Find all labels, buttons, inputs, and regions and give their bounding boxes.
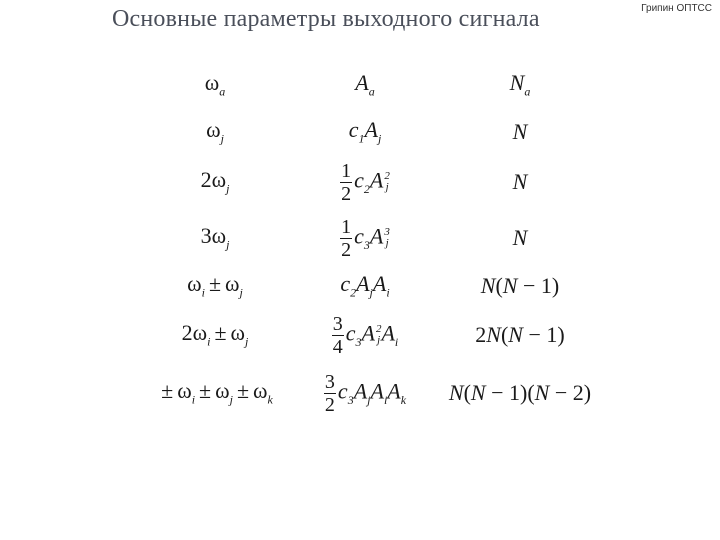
frequency-cell: $3\omega_j$: [200, 223, 230, 252]
table-row: [140, 364, 600, 422]
count-cell: $N_a$: [509, 70, 531, 99]
amplitude-cell: $c_2A_jA_i$: [340, 271, 390, 300]
amplitude-cell: $\frac{3}{4}$ $c_3A$ 2 j $A_i$: [332, 312, 399, 358]
frequency-cell: $2\omega_j$: [200, 167, 230, 196]
table-row: [140, 154, 600, 210]
amplitude-cell: $\frac{1}{2}$ $c_3A$ 3 j: [341, 215, 390, 261]
count-cell: N: [512, 169, 528, 194]
count-cell: N: [512, 225, 528, 250]
amplitude-cell: $\frac{1}{2}$ $c_2A$ 2 j: [341, 159, 390, 205]
count-cell: 2N(N − 1): [475, 322, 565, 347]
amplitude-cell: $A_a$: [355, 70, 375, 99]
frequency-cell: $\omega_j$: [206, 117, 224, 146]
frequency-cell: $\omega_i \pm \omega_j$: [187, 271, 243, 300]
table-row: [140, 210, 600, 266]
frequency-cell: $2\omega_i \pm \omega_j$: [181, 320, 249, 349]
count-cell: N(N − 1)(N − 2): [448, 380, 592, 405]
count-cell: N(N − 1): [480, 273, 560, 298]
frequency-cell: ± $\omega_i \pm \omega_j \pm \omega_k$: [161, 378, 273, 407]
amplitude-cell: $c_1A_j$: [348, 117, 382, 146]
count-cell: N: [512, 119, 528, 144]
amplitude-cell: $\frac{3}{2}$ $c_3A_jA_iA_k$: [324, 370, 407, 416]
formula-table: [140, 60, 600, 422]
author-label: Грипин ОПТСС: [641, 3, 712, 14]
table-row: [140, 60, 600, 110]
table-row: [140, 266, 600, 306]
table-row: [140, 110, 600, 154]
table-row: [140, 306, 600, 364]
frequency-cell: $\omega_a$: [204, 70, 226, 99]
slide-title: Основные параметры выходного сигнала: [112, 6, 540, 32]
